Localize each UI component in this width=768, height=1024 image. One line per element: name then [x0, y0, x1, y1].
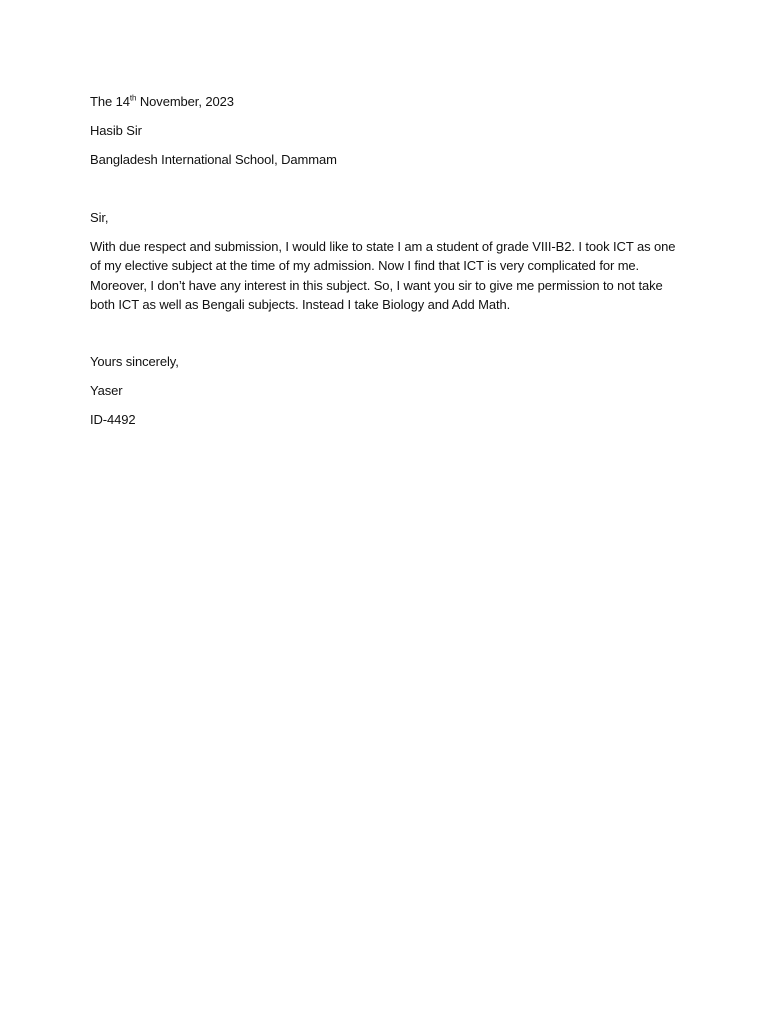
body-line: of my elective subject at the time of my admission. Now I find that ICT is very complicated for me. — [90, 258, 640, 274]
closing: Yours sincerely, — [90, 354, 179, 369]
sender-id: ID-4492 — [90, 412, 136, 427]
sender-name: Yaser — [90, 383, 123, 398]
date-superscript: th — [129, 93, 137, 103]
body-line: both ICT as well as Bengali subjects. Instead I take Biology and Add Math. — [90, 296, 511, 312]
letter-body — [90, 237, 680, 314]
date-prefix: The 14 — [90, 94, 130, 109]
body-line: With due respect and submission, I would like to state I am a student of grade VIII-B2. I took ICT as one — [90, 239, 676, 254]
letter-date — [90, 92, 234, 111]
recipient-name: Hasib Sir — [90, 123, 142, 138]
date-suffix: November, 2023 — [136, 94, 234, 109]
salutation: Sir, — [90, 210, 109, 225]
recipient-school: Bangladesh International School, Dammam — [90, 152, 337, 167]
body-line: Moreover, I don’t have any interest in this subject. So, I want you sir to give me permission to not take — [90, 277, 663, 293]
